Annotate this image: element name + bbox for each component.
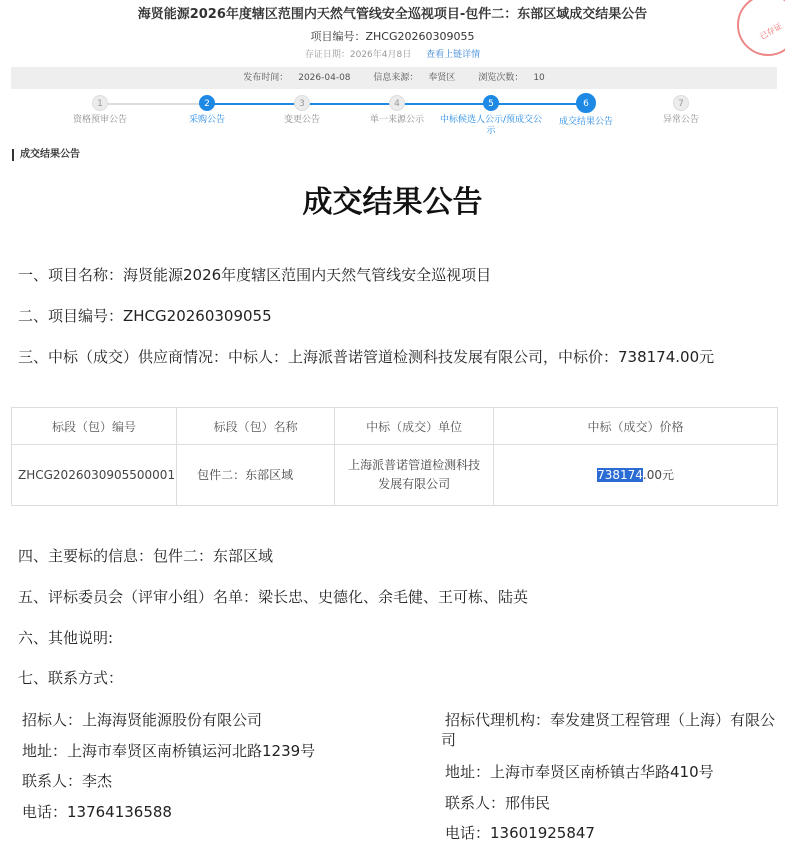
contact-tenderer: 招标人：上海海贤能源股份有限公司 [22,711,263,729]
table-header-row [12,408,778,445]
step-6[interactable] [536,93,636,128]
step-6-label: 成交结果公告 [558,117,613,127]
save-date-value: 2026年4月8日 [349,50,412,60]
view-count [473,73,549,83]
cell-winning-unit: 上海派普诺管道检测科技发展有限公司 [335,445,494,506]
step-1-label: 资格预审公告 [72,115,127,125]
step-5[interactable] [436,93,546,137]
cell-package-name: 包件二：东部区域 [177,445,335,506]
contact-agency: 招标代理机构：奉发建贤工程管理（上海）有限公司 [441,711,776,749]
chain-details-link[interactable]: 查看上链详情 [426,50,481,60]
save-date-label: 存证日期： [304,50,350,60]
info-source-value: 奉贤区 [428,73,456,83]
stamp-text: 已存证 [758,21,784,42]
step-1[interactable] [50,93,150,126]
item-subject: 四、主要标的信息：包件二：东部区域 [18,547,274,565]
contact-agency-phone: 电话：13601925847 [445,824,595,842]
item-other: 六、其他说明: [18,629,114,647]
step-2-number: 2 [199,95,215,111]
table-header: 中标（成交）单位 [335,408,494,445]
view-count-label: 浏览次数： [478,73,524,83]
page-title: 海贤能源2026年度辖区范围内天然气管线安全巡视项目-包件二：东部区域成交结果公告 [137,7,648,22]
item-committee: 五、评标委员会（评审小组）名单：梁长忠、史德化、余毛健、王可栋、陆英 [18,588,529,606]
table-header: 标段（包）名称 [177,408,335,445]
project-number [0,28,785,44]
contact-tenderer-phone: 电话：13764136588 [22,803,172,821]
publish-time [238,73,355,83]
view-count-value: 10 [533,73,545,83]
step-6-number: 6 [576,93,596,113]
contact-tenderer-person: 联系人：李杰 [22,772,113,790]
step-2-label: 采购公告 [188,115,225,125]
info-source [368,73,460,83]
price-rest: .00元 [642,467,674,482]
step-4-number: 4 [389,95,405,111]
project-number-label: 项目编号： [310,30,366,43]
step-2[interactable] [157,93,257,126]
table-header: 标段（包）编号 [12,408,177,445]
project-number-value: ZHCG20260309055 [365,30,475,43]
publish-time-value: 2026-04-08 [298,73,351,83]
step-4[interactable] [347,93,447,126]
item-project-number: 二、项目编号：ZHCG20260309055 [18,307,272,325]
info-source-label: 信息来源： [373,73,419,83]
item-supplier: 三、中标（成交）供应商情况：中标人：上海派普诺管道检测科技发展有限公司，中标价：738174.00元 [18,348,715,366]
contact-agency-person: 联系人：邢伟民 [445,794,551,812]
step-4-label: 单一来源公示 [369,115,424,125]
table-header: 中标（成交）价格 [494,408,778,445]
price-highlighted: 738174 [597,467,643,482]
table-row [12,445,778,506]
step-3[interactable] [252,93,352,126]
announcement-title: 成交结果公告 [302,185,483,220]
meta-bar [11,67,777,89]
cell-price [494,445,778,506]
step-3-label: 变更公告 [283,115,320,125]
contact-tenderer-address: 地址：上海市奉贤区南桥镇运河北路1239号 [22,742,316,760]
step-7[interactable] [631,93,731,126]
step-5-number: 5 [483,95,499,111]
contact-agency-address: 地址：上海市奉贤区南桥镇古华路410号 [445,763,714,781]
process-steps [0,91,785,149]
step-7-number: 7 [673,95,689,111]
item-contact: 七、联系方式： [18,669,124,687]
section-heading: 成交结果公告 [12,149,785,161]
step-7-label: 异常公告 [662,115,699,125]
result-table [11,407,778,506]
step-1-number: 1 [92,95,108,111]
cell-package-code: ZHCG2026030905500001 [12,445,177,506]
publish-time-label: 发布时间： [243,73,289,83]
save-date-row [0,47,785,61]
step-5-label: 中标候选人公示/预成交公示 [439,115,543,136]
step-3-number: 3 [294,95,310,111]
item-project-name: 一、项目名称：海贤能源2026年度辖区范围内天然气管线安全巡视项目 [18,266,492,284]
